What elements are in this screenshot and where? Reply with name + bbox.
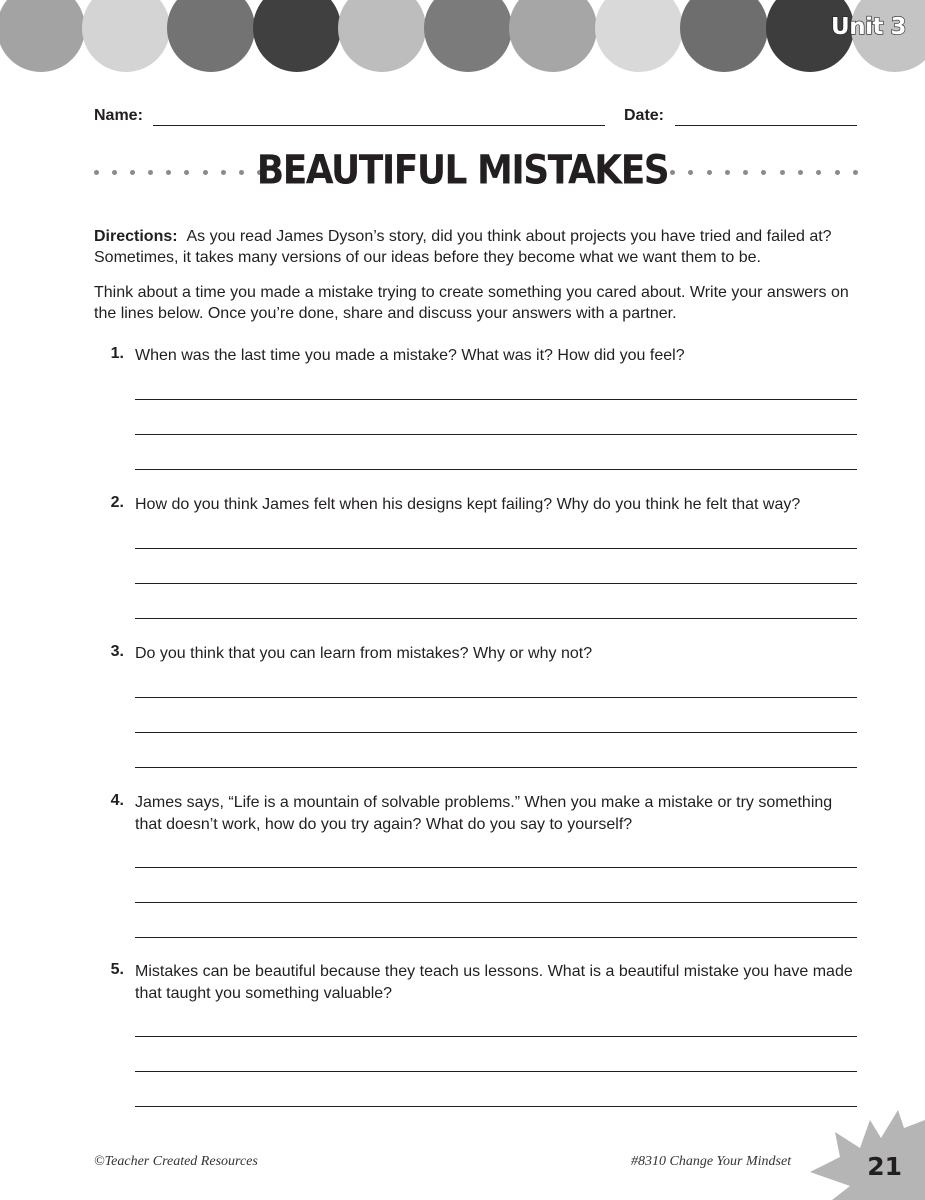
- footer-publisher: ©Teacher Created Resources: [94, 1154, 258, 1169]
- directions-text: As you read James Dyson’s story, did you think about projects you have tried and failed at? Sometimes, it takes many versions of our ideas before they become what we want them to be.: [94, 228, 832, 266]
- page-title: BEAUTIFUL MISTAKES: [256, 147, 669, 194]
- question-text: Mistakes can be beautiful because they teach us lessons. What is a beautiful mistake you have made that taught you something valuable?: [135, 963, 853, 1002]
- answer-line[interactable]: [135, 697, 857, 698]
- title-dot: [707, 170, 712, 175]
- answer-line[interactable]: [135, 434, 857, 435]
- answer-line[interactable]: [135, 867, 857, 868]
- title-dots-right: [670, 170, 858, 176]
- title-dot: [798, 170, 803, 175]
- decorative-circle: [0, 0, 85, 72]
- question-text: James says, “Life is a mountain of solvable problems.” When you make a mistake or try something that doesn’t work, how do you try again? What do you say to yourself?: [135, 794, 833, 833]
- question-number: 2.: [110, 494, 124, 511]
- title-dot: [761, 170, 766, 175]
- decorative-circle: [82, 0, 170, 72]
- unit-label: Unit 3: [831, 14, 906, 40]
- answer-line[interactable]: [135, 1106, 857, 1107]
- question-text: When was the last time you made a mistake? What was it? How did you feel?: [135, 347, 685, 364]
- decorative-circle: [509, 0, 597, 72]
- title-dot: [670, 170, 675, 175]
- title-dot: [835, 170, 840, 175]
- decorative-circle: [253, 0, 341, 72]
- answer-line[interactable]: [135, 469, 857, 470]
- directions-label: Directions:: [94, 228, 178, 245]
- answer-line[interactable]: [135, 1036, 857, 1037]
- question-text: Do you think that you can learn from mistakes? Why or why not?: [135, 645, 593, 662]
- question-number: 4.: [110, 792, 124, 809]
- decorative-circle: [167, 0, 255, 72]
- decorative-circle: [424, 0, 512, 72]
- answer-line[interactable]: [135, 767, 857, 768]
- footer-book-title: #8310 Change Your Mindset: [631, 1154, 792, 1169]
- title-dot: [688, 170, 693, 175]
- directions-paragraph: [94, 226, 864, 268]
- question-text: How do you think James felt when his designs kept failing? Why do you think he felt that way?: [135, 496, 801, 513]
- title-dot: [743, 170, 748, 175]
- name-field[interactable]: [153, 125, 605, 126]
- answer-line[interactable]: [135, 618, 857, 619]
- answer-line[interactable]: [135, 1071, 857, 1072]
- title-dot: [853, 170, 858, 175]
- decorative-circle: [338, 0, 426, 72]
- decorative-circle: [680, 0, 768, 72]
- question-number: 1.: [110, 345, 124, 362]
- question-number: 5.: [110, 961, 124, 978]
- date-field[interactable]: [675, 125, 857, 126]
- decorative-circle: [595, 0, 683, 72]
- answer-line[interactable]: [135, 732, 857, 733]
- title-dot: [816, 170, 821, 175]
- answer-line[interactable]: [135, 583, 857, 584]
- answer-line[interactable]: [135, 548, 857, 549]
- answer-line[interactable]: [135, 399, 857, 400]
- answer-line[interactable]: [135, 902, 857, 903]
- title-dot: [780, 170, 785, 175]
- name-label: Name:: [94, 107, 143, 124]
- title-dot: [725, 170, 730, 175]
- answer-line[interactable]: [135, 937, 857, 938]
- page-number: 21: [867, 1152, 902, 1181]
- date-label: Date:: [624, 107, 665, 124]
- question-number: 3.: [110, 643, 124, 660]
- decorative-circle-banner: [0, 0, 925, 75]
- instructions-paragraph: Think about a time you made a mistake trying to create something you cared about. Write your answers on the lines below. Once you’re done, share and discuss your answers with a partner.: [94, 284, 849, 322]
